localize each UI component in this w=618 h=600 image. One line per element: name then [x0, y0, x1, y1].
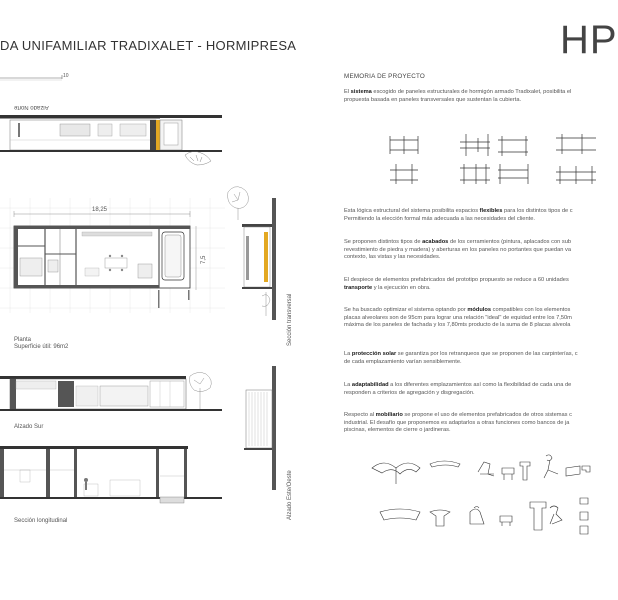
- sheet-title: DA UNIFAMILIAR TRADIXALET - HORMIPRESA: [0, 38, 297, 53]
- seccion-transversal-label: Sección transversal: [287, 293, 293, 346]
- paragraph-transporte: El despiece de elementos prefabricados del prototipo propuesto se reduce a 60 unidades transporte y la ejecución en obra.: [344, 277, 569, 291]
- scale-value: 10: [63, 73, 69, 79]
- paragraph-modulos: Se ha buscado optimizar el sistema optando por módulos compatibles con los elementos placas alveolares son de 95cm para lograr una relación "ideal" de equidad entre los 7,50m máxima de los paneles de fachada y los 7,80mts producto de la suma de 8 placas alveola: [344, 307, 572, 329]
- dimension-depth: 7,5: [201, 255, 207, 264]
- dimension-width: 18,25: [92, 207, 108, 213]
- planta-label: Planta: [14, 337, 32, 343]
- plan-grid: [0, 198, 225, 313]
- alzado-norte-drawing: [0, 115, 225, 170]
- alzado-sur-label: Alzado Sur: [14, 424, 44, 430]
- module-diagrams: [386, 130, 600, 186]
- memoria-heading: MEMORIA DE PROYECTO: [344, 73, 426, 80]
- alzado-norte-label: Alzado Norte: [14, 104, 49, 110]
- alzado-sur-drawing: [0, 376, 225, 421]
- seccion-longitudinal-label: Sección longitudinal: [14, 518, 68, 524]
- paragraph-sistema: El sistema escogido de paneles estructurales de hormigón armado Tradixalet, posibilita el propuesta basada en paneles transversales que sustentan la cubierta.: [344, 89, 572, 103]
- furniture-sketches: [370, 452, 600, 542]
- scale-bar: [0, 70, 70, 82]
- paragraph-mobiliario: Respecto al mobiliario se propone el uso de elementos prefabricados de otros sistemas c industrial. El desafío que proponemos es adaptarlos a otras funciones como bancos de ja piscinas, elementos de cierre o jardineras.: [344, 412, 572, 434]
- seccion-transversal-drawing: [236, 196, 286, 321]
- paragraph-flexibles: Esta lógica estructural del sistema posibilita espacios flexibles para los distintos tipos de c Permitiendo la elección formal más adecuada a las necesidades del cliente.: [344, 208, 573, 222]
- paragraph-acabados: Se proponen distintos tipos de acabados de los cerramientos (pintura, aplacados con sub revestimiento de piedra y madera) y aberturas en los paneles no portantes que puedan va contexto, las vistas y las necesidades.: [344, 239, 572, 261]
- hp-logo: HP: [560, 18, 618, 62]
- paragraph-adaptabilidad: La adaptabilidad a los diferentes emplazamientos así como la flexibilidad de cada una de responden a criterios de agregación y disgregación.: [344, 382, 572, 396]
- paragraph-proteccion-solar: La protección solar se garantiza por los retranqueos que se proponen de las carpinterías, c de cada emplazamiento varían sensiblemente.: [344, 351, 578, 365]
- alzado-este-oeste-drawing: [238, 366, 283, 491]
- alzado-este-oeste-label: Alzado Este/Oeste: [287, 470, 293, 520]
- seccion-longitudinal-drawing: [0, 440, 225, 510]
- superficie-label: Superficie útil: 96m2: [14, 344, 69, 350]
